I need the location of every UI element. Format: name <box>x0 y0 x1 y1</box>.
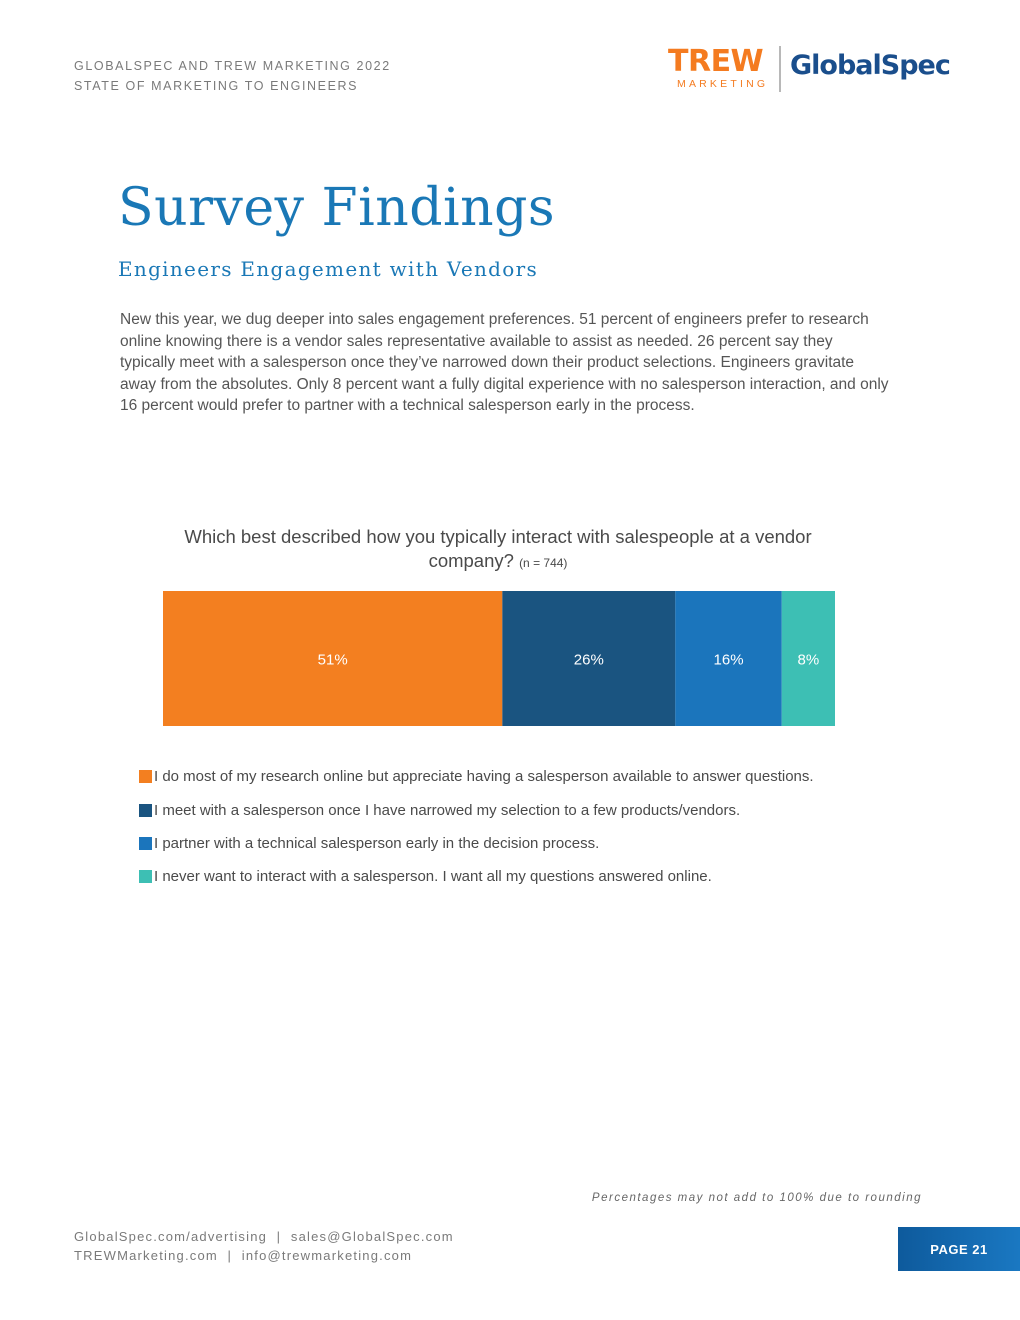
header-line-2: STATE OF MARKETING TO ENGINEERS <box>74 79 359 93</box>
legend-label-4: I never want to interact with a salesperson. I want all my questions answered online. <box>154 868 712 886</box>
chart-legend <box>139 760 814 894</box>
header-line-1: GLOBALSPEC AND TREW MARKETING 2022 <box>74 59 391 73</box>
footer-line-1: GlobalSpec.com/advertising | sales@GlobalSpec.com <box>74 1229 454 1244</box>
intro-paragraph: New this year, we dug deeper into sales engagement preferences. 51 percent of engineers prefer to research online knowing there is a vendor sales representative available to assist as needed. 26 percent say they typically meet with a salesperson once they’ve narrowed down their product selections. Engineers gravitate away from the absolutes. Only 8 percent want a fully digital experience with no salesperson interaction, and only 16 percent would prefer to partner with a technical salesperson early in the process. <box>120 311 889 415</box>
globalspec-logo: GlobalSpec <box>790 50 950 81</box>
bar-data-label-4: 8% <box>797 651 820 669</box>
legend-item-2 <box>139 793 814 826</box>
bar-data-label-1: 51% <box>317 651 348 669</box>
page-number-badge: PAGE 21 <box>898 1227 1020 1271</box>
legend-label-3: I partner with a technical salesperson early in the decision process. <box>154 834 600 852</box>
legend-item-4 <box>139 860 814 893</box>
bar-data-label-3: 16% <box>713 651 744 669</box>
legend-swatch-2 <box>139 804 152 817</box>
trew-logo-subtitle: MARKETING <box>677 78 769 90</box>
footer-contacts <box>74 1227 454 1265</box>
page-subtitle: Engineers Engagement with Vendors <box>118 257 539 281</box>
legend-label-2: I meet with a salesperson once I have narrowed my selection to a few products/vendors. <box>154 801 741 819</box>
chart-title-text: Which best described how you typically interact with salespeople at a vendor company? <box>184 526 812 571</box>
legend-swatch-3 <box>139 837 152 850</box>
legend-label-1: I do most of my research online but appreciate having a salesperson available to answer questions. <box>154 768 814 786</box>
page-title: Survey Findings <box>118 178 556 238</box>
legend-swatch-4 <box>139 870 152 883</box>
legend-item-1 <box>139 760 814 793</box>
rounding-footnote: Percentages may not add to 100% due to rounding <box>591 1192 922 1204</box>
legend-swatch-1 <box>139 770 152 783</box>
chart-sample-note: (n = 744) <box>519 556 568 570</box>
legend-item-3 <box>139 827 814 860</box>
footer-line-2: TREWMarketing.com | info@trewmarketing.com <box>74 1248 413 1263</box>
trew-logo: TREW <box>668 44 764 79</box>
bar-data-label-2: 26% <box>573 651 604 669</box>
